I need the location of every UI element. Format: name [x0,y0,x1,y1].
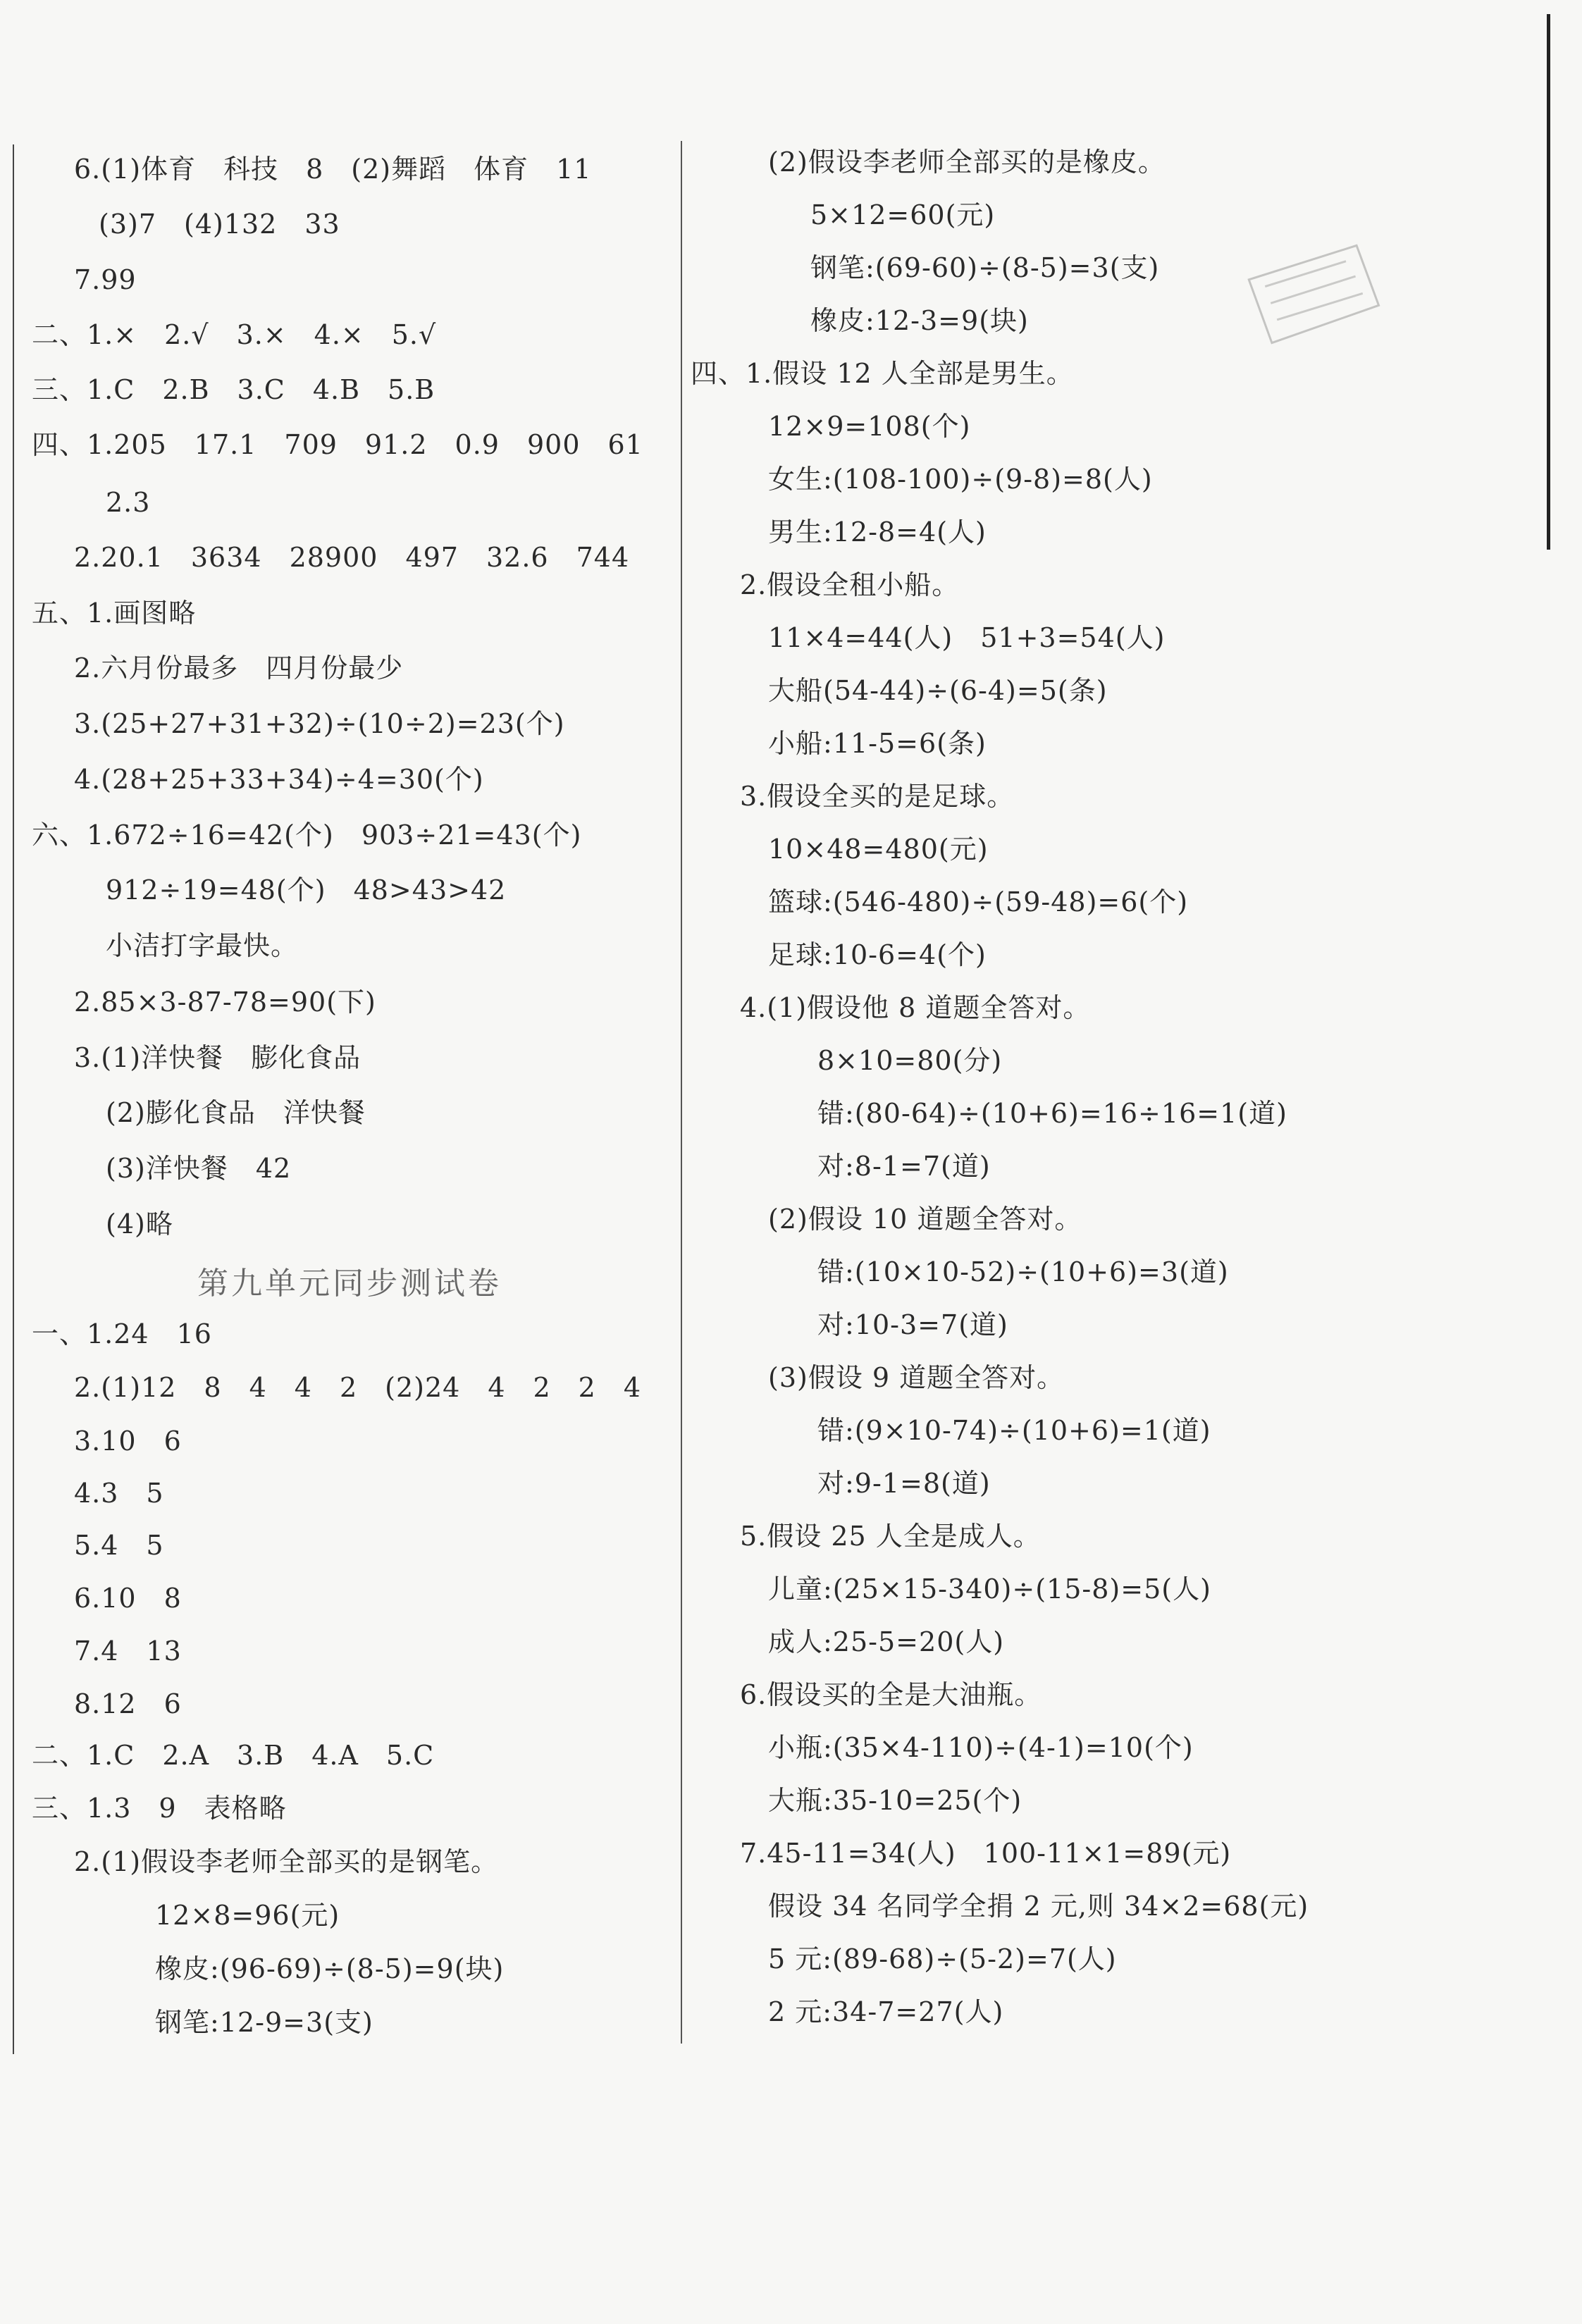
left-answer-line-5: 四、1.205 17.1 709 91.2 0.9 900 61 [32,429,643,460]
right-answer-line-33: 假设 34 名同学全捐 2 元,则 34×2=68(元) [768,1891,1309,1922]
left-answer-line-2: 7.99 [74,264,137,295]
left-answer-line-24: 5.4 5 [74,1530,164,1561]
left-answer-line-15: 2.85×3-87-78=90(下) [74,987,376,1018]
right-answer-line-1: 5×12=60(元) [810,199,996,230]
right-answer-line-14: 篮球:(546-480)÷(59-48)=6(个) [768,886,1189,917]
right-answer-line-17: 8×10=80(分) [817,1045,1003,1076]
left-answer-line-31: 12×8=96(元) [155,1900,340,1931]
left-answer-line-1: (3)7 (4)132 33 [99,209,340,240]
section-title: 第九单元同步测试卷 [197,1266,502,1302]
right-answer-line-16: 4.(1)假设他 8 道题全答对。 [740,992,1091,1023]
left-answer-line-4: 三、1.C 2.B 3.C 4.B 5.B [32,374,435,405]
left-answer-line-13: 912÷19=48(个) 48>43>42 [106,874,507,906]
right-answer-line-10: 大船(54-44)÷(6-4)=5(条) [768,675,1108,706]
left-answer-line-22: 3.10 6 [74,1426,182,1457]
right-answer-line-12: 3.假设全买的是足球。 [740,781,1015,812]
left-answer-line-3: 二、1.× 2.√ 3.× 4.× 5.√ [32,319,437,350]
right-answer-line-19: 对:8-1=7(道) [817,1151,991,1182]
right-answer-line-6: 女生:(108-100)÷(9-8)=8(人) [768,464,1153,495]
left-answer-line-17: (2)膨化食品 洋快餐 [106,1097,366,1128]
left-answer-line-28: 二、1.C 2.A 3.B 4.A 5.C [32,1740,435,1771]
right-answer-line-24: 错:(9×10-74)÷(10+6)=1(道) [817,1415,1211,1446]
right-answer-line-30: 小瓶:(35×4-110)÷(4-1)=10(个) [768,1732,1194,1763]
right-answer-line-23: (3)假设 9 道题全答对。 [768,1362,1065,1393]
right-answer-line-7: 男生:12-8=4(人) [768,517,987,548]
left-answer-line-7: 2.20.1 3634 28900 497 32.6 744 [74,542,630,573]
right-column [687,0,1582,2324]
right-answer-line-9: 11×4=44(人) 51+3=54(人) [768,622,1166,653]
right-answer-line-26: 5.假设 25 人全是成人。 [740,1521,1041,1552]
left-answer-line-19: (4)略 [106,1209,173,1240]
left-answer-line-0: 6.(1)体育 科技 8 (2)舞蹈 体育 11 [74,154,592,185]
left-column [0,0,676,2324]
right-answer-line-20: (2)假设 10 道题全答对。 [768,1204,1082,1235]
left-answer-line-18: (3)洋快餐 42 [106,1153,292,1184]
column-divider [681,141,682,2044]
right-answer-line-18: 错:(80-64)÷(10+6)=16÷16=1(道) [817,1098,1287,1129]
left-answer-line-6: 2.3 [106,487,151,518]
left-answer-line-12: 六、1.672÷16=42(个) 903÷21=43(个) [32,820,582,851]
left-answer-line-21: 2.(1)12 8 4 4 2 (2)24 4 2 2 4 [74,1372,642,1403]
left-answer-line-32: 橡皮:(96-69)÷(8-5)=9(块) [155,1953,505,1984]
right-answer-line-31: 大瓶:35-10=25(个) [768,1785,1022,1816]
right-answer-line-4: 四、1.假设 12 人全部是男生。 [691,358,1074,389]
right-answer-line-32: 7.45-11=34(人) 100-11×1=89(元) [740,1838,1232,1869]
right-answer-line-0: (2)假设李老师全部买的是橡皮。 [768,147,1166,178]
right-answer-line-13: 10×48=480(元) [768,834,989,865]
left-answer-line-29: 三、1.3 9 表格略 [32,1793,287,1824]
left-answer-line-8: 五、1.画图略 [32,598,197,629]
left-answer-line-10: 3.(25+27+31+32)÷(10÷2)=23(个) [74,708,565,739]
left-answer-line-33: 钢笔:12-9=3(支) [155,2007,373,2038]
right-answer-line-35: 2 元:34-7=27(人) [768,1996,1004,2027]
right-answer-line-3: 橡皮:12-3=9(块) [810,305,1029,336]
left-answer-line-30: 2.(1)假设李老师全部买的是钢笔。 [74,1846,499,1877]
right-answer-line-21: 错:(10×10-52)÷(10+6)=3(道) [817,1256,1229,1287]
right-answer-line-8: 2.假设全租小船。 [740,569,960,600]
left-answer-line-11: 4.(28+25+33+34)÷4=30(个) [74,764,484,795]
right-answer-line-2: 钢笔:(69-60)÷(8-5)=3(支) [810,252,1160,283]
left-answer-line-20: 一、1.24 16 [32,1318,212,1349]
right-answer-line-28: 成人:25-5=20(人) [768,1626,1005,1657]
right-answer-line-22: 对:10-3=7(道) [817,1309,1008,1340]
right-answer-line-25: 对:9-1=8(道) [817,1468,991,1499]
right-answer-line-34: 5 元:(89-68)÷(5-2)=7(人) [768,1943,1117,1974]
left-answer-line-26: 7.4 13 [74,1636,182,1667]
right-answer-line-29: 6.假设买的全是大油瓶。 [740,1679,1042,1710]
left-answer-line-27: 8.12 6 [74,1688,182,1719]
left-answer-line-9: 2.六月份最多 四月份最少 [74,653,404,684]
right-answer-line-11: 小船:11-5=6(条) [768,728,987,759]
left-answer-line-25: 6.10 8 [74,1583,182,1614]
right-answer-line-27: 儿童:(25×15-340)÷(15-8)=5(人) [768,1574,1211,1605]
right-answer-line-15: 足球:10-6=4(个) [768,939,987,970]
left-answer-line-16: 3.(1)洋快餐 膨化食品 [74,1042,361,1073]
left-answer-line-14: 小洁打字最快。 [106,930,299,961]
left-answer-line-23: 4.3 5 [74,1478,164,1509]
right-answer-line-5: 12×9=108(个) [768,411,971,442]
